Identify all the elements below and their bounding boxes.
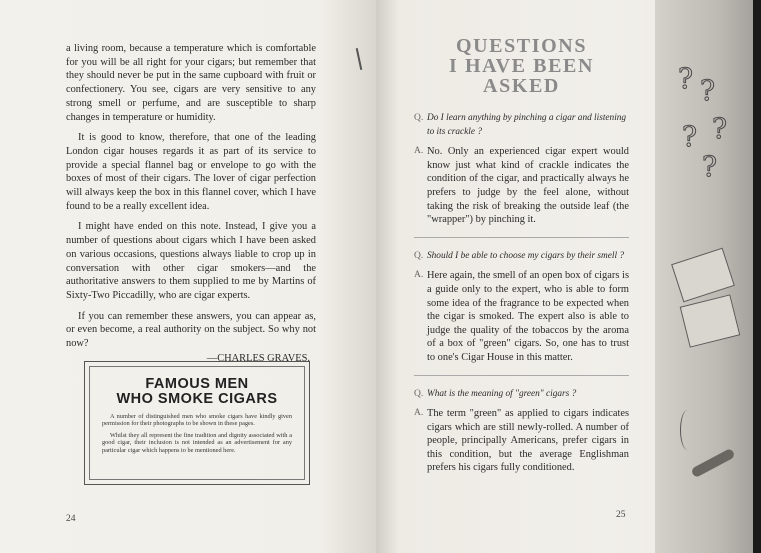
box-title-line2: WHO SMOKE CIGARS	[116, 391, 278, 407]
answer-text: Here again, the smell of an open box of cigars is a guide only to the expert, who is able to form some idea of the fragrance to be expected when the cigar is smoked. The expert also is able to judge the quality of the tobaccos by the aroma of a box of "green" cigars. So, one has to trust to one's Cigar House in this matter.	[427, 270, 629, 363]
question-mark-icon: ?	[712, 112, 728, 145]
paragraph: It is good to know, therefore, that one of the leading London cigar houses regards it as part of its service to provide a special flannel bag or envelope to go with the boxes of most of their cigars. The lover of cigar perfection will always keep the box in this flannel cover, which I have found to be a really excellent idea.	[66, 132, 316, 212]
box-paragraph: A number of distinguished men who smoke cigars have kindly given permission for their photographs to be shown in these pages.	[102, 413, 292, 428]
box-text	[102, 413, 292, 454]
box-title-line1: FAMOUS MEN	[145, 376, 249, 392]
right-page-body	[414, 36, 629, 475]
divider	[414, 375, 629, 376]
qa-item	[414, 112, 629, 238]
qa-item	[414, 250, 629, 376]
famous-men-box	[84, 361, 310, 485]
q-marker: Q.	[414, 250, 424, 261]
a-marker: A.	[414, 408, 424, 419]
page-number-right: 25	[616, 510, 626, 520]
paragraph: a living room, because a temperature which is comfortable for you will be all right for your cigars; but remember that they should never be put in the same cupboard with fruit or confectionery. You see, cigars are very sensitive to any strong smell or perfume, and are susceptible to sharp changes in temperature or humidity.	[66, 43, 316, 123]
right-edge	[753, 0, 761, 553]
paragraph: If you can remember these answers, you can appear as, or even become, a real authority on the subject. So why not now?	[66, 310, 316, 350]
question-text: Do I learn anything by pinching a cigar and listening to its crackle ?	[427, 113, 627, 137]
qa-item	[414, 388, 629, 476]
q-marker: Q.	[414, 113, 424, 123]
question-text: What is the meaning of "green" cigars ?	[427, 388, 577, 399]
smoke-illustration	[680, 410, 695, 450]
question-text: Should I be able to choose my cigars by their smell ?	[427, 250, 625, 261]
a-marker: A.	[414, 146, 424, 157]
heading-line1: QUESTIONS	[455, 35, 588, 57]
a-marker: A.	[414, 270, 424, 281]
question-mark-icon: ?	[682, 120, 698, 153]
page-number-left: 24	[66, 514, 76, 524]
answer-text: No. Only an experienced cigar expert would know just what kind of crackle indicates the condition of the cigar, and practically always he prefers to judge by the feel alone, without taking the risk of breaking the outside leaf (the "wrapper") by pinching it.	[427, 146, 629, 226]
question-mark-icon: ?	[678, 62, 694, 95]
heading-line2: I HAVE BEEN ASKED	[448, 55, 595, 97]
divider	[414, 237, 629, 238]
box-paragraph: Whilst they all represent the fine tradition and dignity associated with a good cigar, their inclusion is not intended as an advertisement for any particular cigar which happens to be mentioned here.	[102, 431, 292, 454]
author-signature: —CHARLES GRAVES.	[206, 352, 310, 364]
question-mark-icon: ?	[700, 74, 716, 107]
answer-text: The term "green" as applied to cigars indicates cigars which are still newly-rolled. A number of people, principally Americans, prefer cigars in this condition, but the average Englishman prefers his cigars fully conditioned.	[427, 408, 629, 474]
famous-men-box-inner	[89, 366, 305, 480]
paragraph: I might have ended on this note. Instead, I give you a number of questions about cigars which I have been asked on various occasions, questions always liable to crop up in conversation with other cigar smokers—and the authoritative answers to them supplied to me by Martins of Sixty-Two Piccadilly, who are cigar experts.	[66, 221, 316, 301]
q-marker: Q.	[414, 388, 424, 399]
question-mark-icon: ?	[702, 150, 718, 183]
left-page-body	[66, 42, 316, 365]
